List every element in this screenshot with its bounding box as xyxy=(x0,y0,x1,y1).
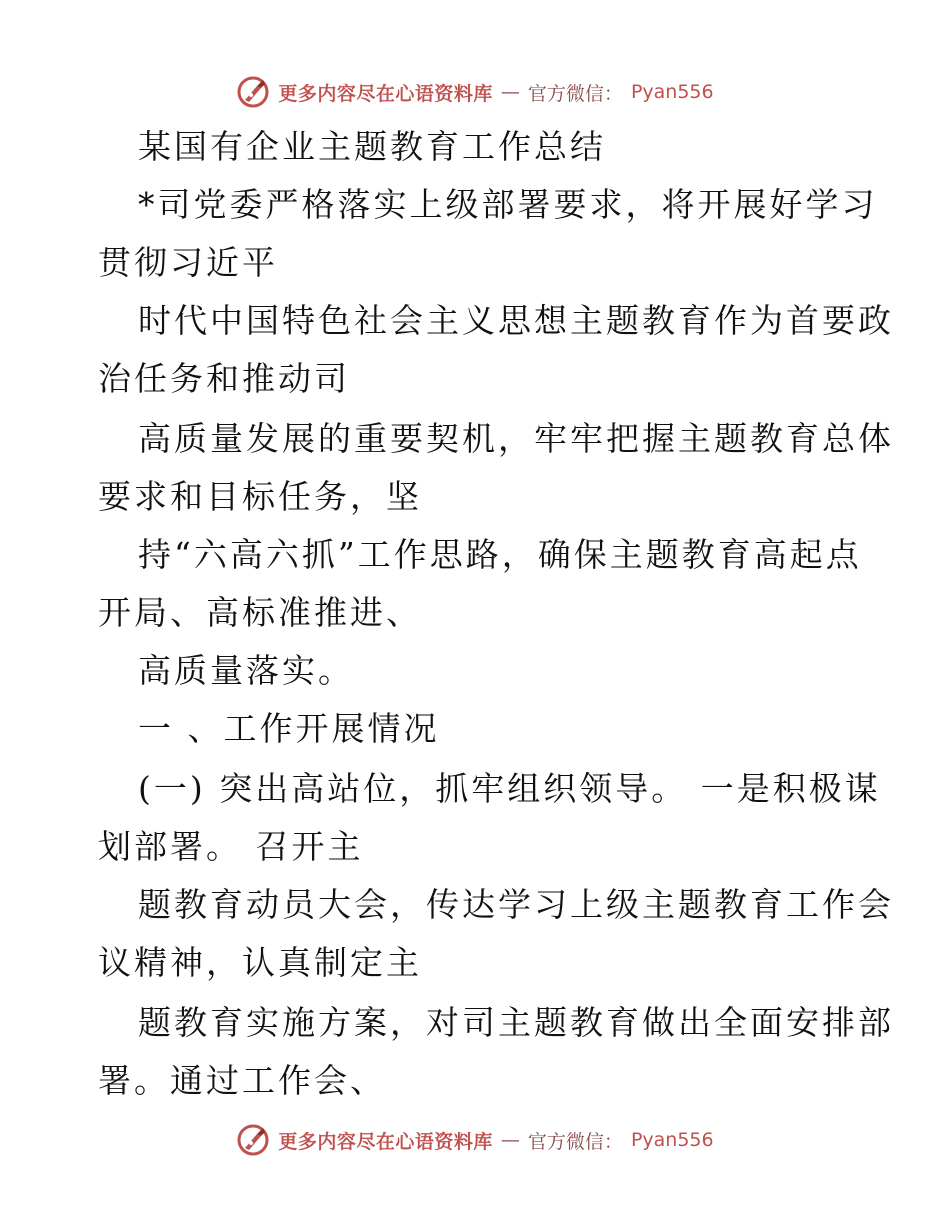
pen-nib-circle-icon xyxy=(236,75,270,109)
paragraph-line: 治任务和推动司 xyxy=(98,359,350,398)
watermark-content xyxy=(236,75,713,109)
watermark-text: 更多内容尽在心语资料库 xyxy=(278,1130,493,1153)
paragraph-line: 贯彻习近平 xyxy=(98,243,278,282)
subsection-heading: (一) 突出高站位，抓牢组织领导。 一是积极谋 xyxy=(138,769,881,808)
paragraph-line: 署。通过工作会、 xyxy=(98,1061,386,1100)
paragraph-line: 高质量落实。 xyxy=(138,651,354,690)
paragraph-line: 议精神，认真制定主 xyxy=(98,943,422,982)
paragraph-line: 要求和目标任务，坚 xyxy=(98,477,422,516)
watermark-dash: — xyxy=(500,1129,520,1151)
section-heading: 一 、工作开展情况 xyxy=(138,709,440,748)
footer-watermark-banner xyxy=(0,1118,950,1162)
pen-nib-circle-icon xyxy=(236,1123,270,1157)
paragraph-line: *司党委严格落实上级部署要求，将开展好学习 xyxy=(138,185,878,224)
paragraph-line: 开局、高标准推进、 xyxy=(98,593,422,632)
paragraph-line: 高质量发展的重要契机，牢牢把握主题教育总体 xyxy=(138,419,894,458)
paragraph-line: 题教育实施方案，对司主题教育做出全面安排部 xyxy=(138,1003,894,1042)
watermark-wechat-label: 官方微信： xyxy=(527,82,623,105)
watermark-dash: — xyxy=(500,81,520,103)
watermark-wechat-label: 官方微信： xyxy=(527,1130,623,1153)
paragraph-line: 时代中国特色社会主义思想主题教育作为首要政 xyxy=(138,301,894,340)
document-title: 某国有企业主题教育工作总结 xyxy=(138,127,606,166)
watermark-wechat-id: Pyan556 xyxy=(630,1129,714,1151)
watermark-content xyxy=(236,1123,713,1157)
paragraph-line: 划部署。 召开主 xyxy=(98,827,364,866)
watermark-text: 更多内容尽在心语资料库 xyxy=(278,82,493,105)
watermark-wechat-id: Pyan556 xyxy=(630,81,714,103)
header-watermark-banner xyxy=(0,70,950,114)
paragraph-line: 持“六高六抓”工作思路，确保主题教育高起点 xyxy=(138,535,862,574)
paragraph-line: 题教育动员大会，传达学习上级主题教育工作会 xyxy=(138,885,894,924)
